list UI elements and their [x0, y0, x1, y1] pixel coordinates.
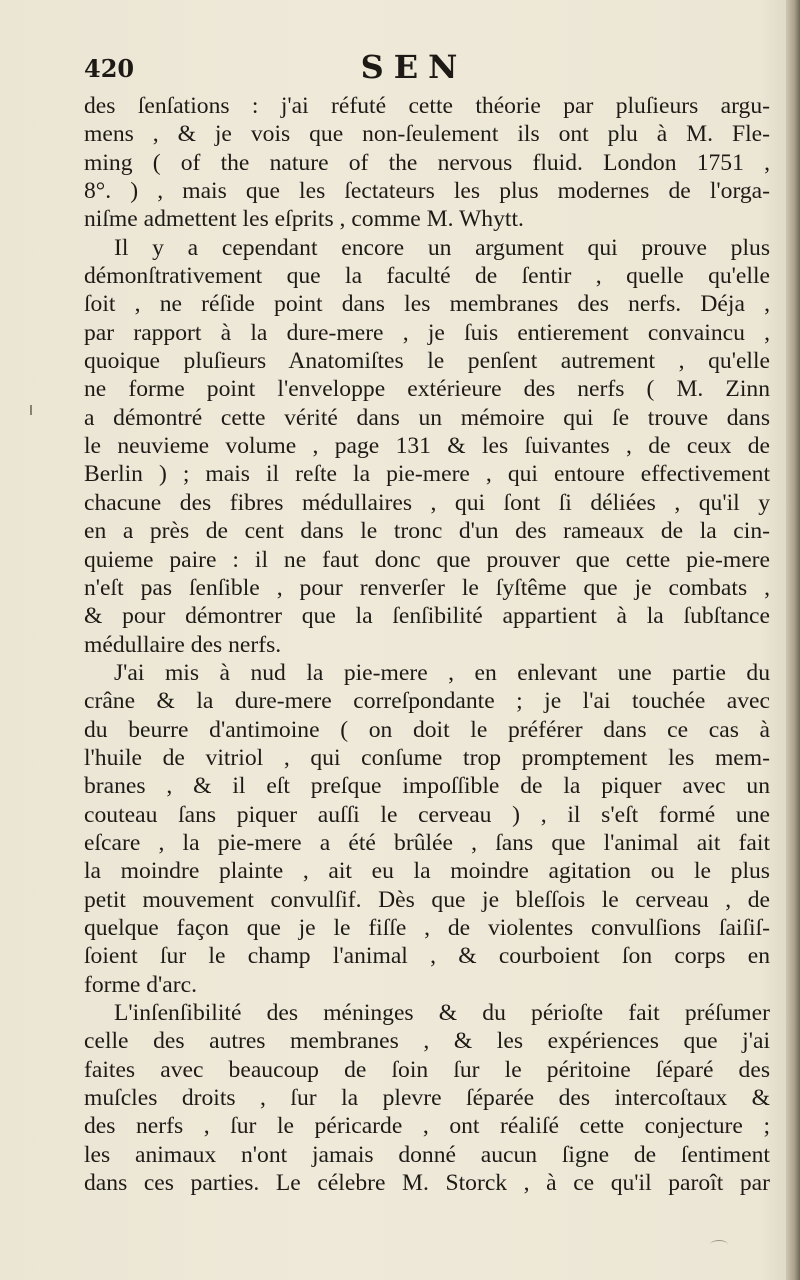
text-line: mens , & je vois que non-ſeulement ils ont plu à M. Fle- [84, 121, 770, 148]
paper-mark [710, 1240, 728, 1249]
running-head: SEN [360, 48, 468, 86]
text-line: des nerfs , ſur le péricarde , ont réaliſé cette conjecture ; [84, 1113, 770, 1140]
text-line: 8°. ) , mais que les ſectateurs les plus modernes de l'orga- [84, 178, 770, 205]
text-line: Il y a cependant encore un argument qui prouve plus [114, 234, 770, 261]
text-line: muſcles droits , ſur la plevre ſéparée des intercoſtaux & [84, 1085, 770, 1112]
text-line: dans ces parties. Le célebre M. Storck , à ce qu'il paroît par [84, 1170, 770, 1197]
text-line: L'inſenſibilité des méninges & du périoſte fait préſumer [114, 1000, 770, 1026]
text-line: a démontré cette vérité dans un mémoire qui ſe trouve dans [84, 404, 770, 431]
text-line: quoique pluſieurs Anatomiſtes le penſent autrement , qu'elle [84, 348, 770, 375]
text-line: médullaire des nerfs. [84, 631, 282, 658]
text-line: des ſenſations : j'ai réfuté cette théorie par pluſieurs argu- [84, 93, 770, 119]
text-line: ſoit , ne réſide point dans les membranes des nerfs. Déja , [84, 291, 770, 318]
text-line: n'eſt pas ſenſible , pour renverſer le ſyſtême que je combats , [84, 574, 770, 601]
text-line: du beurre d'antimoine ( on doit le préférer dans ce cas à [84, 716, 770, 743]
text-line: le neuvieme volume , page 131 & les ſuivantes , de ceux de [84, 433, 770, 460]
text-line: ming ( of the nature of the nervous fluid. London 1751 , [84, 149, 770, 176]
text-line: J'ai mis à nud la pie-mere , en enlevant une partie du [114, 659, 770, 686]
text-line: petit mouvement convulſif. Dès que je bleſſois le cerveau , de [84, 886, 770, 913]
text-line: ſoient ſur le champ l'animal , & courboient ſon corps en [84, 943, 770, 970]
text-line: branes , & il eſt preſque impoſſible de la piquer avec un [84, 773, 770, 800]
text-line: forme d'arc. [84, 971, 197, 998]
text-line: ne forme point l'enveloppe extérieure des nerfs ( M. Zinn [84, 376, 770, 403]
text-line: crâne & la dure-mere correſpondante ; je l'ai touchée avec [84, 688, 770, 715]
text-line: les animaux n'ont jamais donné aucun ſigne de ſentiment [84, 1141, 770, 1168]
text-line: en a près de cent dans le tronc d'un des rameaux de la cin- [84, 518, 770, 545]
text-line: par rapport à la dure-mere , je ſuis entierement convaincu , [84, 319, 770, 346]
text-line: couteau ſans piquer auſſi le cerveau ) , il s'eſt formé une [84, 801, 770, 828]
text-line: celle des autres membranes , & les expériences que j'ai [84, 1028, 770, 1055]
text-line: la moindre plainte , ait eu la moindre agitation ou le plus [84, 858, 770, 885]
text-line: faites avec beaucoup de ſoin ſur le péritoine ſéparé des [84, 1056, 770, 1083]
text-line: & pour démontrer que la ſenſibilité appartient à la ſubſtance [84, 603, 770, 630]
text-line: eſcare , la pie-mere a été brûlée , ſans que l'animal ait fait [84, 829, 770, 856]
page-number: 420 [84, 54, 135, 83]
ink-mark [30, 405, 32, 415]
text-line: niſme admettent les eſprits , comme M. Whytt. [84, 206, 524, 233]
text-line: l'huile de vitriol , qui conſume trop promptement les mem- [84, 744, 770, 771]
text-line: quieme paire : il ne faut donc que prouver que cette pie-mere [84, 546, 770, 573]
text-line: Berlin ) ; mais il reſte la pie-mere , qui entoure effectivement [84, 461, 770, 488]
text-line: quelque façon que je le fiſſe , de violentes convulſions ſaiſiſ- [84, 914, 770, 941]
page-edge-shadow [786, 0, 800, 1280]
page-header [84, 48, 744, 88]
text-line: chacune des fibres médullaires , qui ſont ſi déliées , qu'il y [84, 489, 770, 516]
text-line: démonſtrativement que la faculté de ſentir , quelle qu'elle [84, 263, 770, 290]
body-text [84, 92, 770, 1197]
